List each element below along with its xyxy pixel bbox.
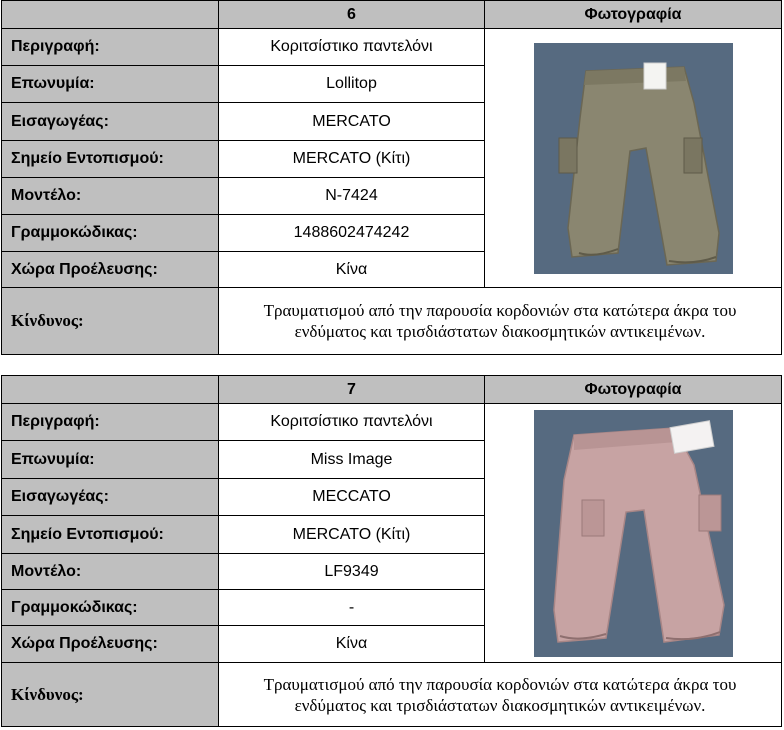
- risk-label: Κίνδυνος:: [2, 288, 219, 355]
- photo-header: Φωτογραφία: [485, 1, 782, 29]
- importer-value: MECCATO: [219, 479, 485, 516]
- origin-label: Χώρα Προέλευσης:: [2, 626, 219, 663]
- location-value: MERCATO (Κίτι): [219, 141, 485, 178]
- brand-label: Επωνυμία:: [2, 441, 219, 479]
- barcode-value: 1488602474242: [219, 215, 485, 252]
- importer-label: Εισαγωγέας:: [2, 103, 219, 141]
- barcode-value: -: [219, 590, 485, 626]
- model-value: LF9349: [219, 554, 485, 590]
- description-label: Περιγραφή:: [2, 404, 219, 441]
- photo-cell: [485, 404, 782, 663]
- model-label: Μοντέλο:: [2, 554, 219, 590]
- origin-label: Χώρα Προέλευσης:: [2, 252, 219, 288]
- photo-cell: [485, 29, 782, 288]
- risk-value: Τραυματισμού από την παρουσία κορδονιών στα κατώτερα άκρα του ενδύματος και τρισδιάστατων διακοσμητικών αντικειμένων.: [219, 663, 782, 727]
- risk-value: Τραυματισμού από την παρουσία κορδονιών στα κατώτερα άκρα του ενδύματος και τρισδιάστατων διακοσμητικών αντικειμένων.: [219, 288, 782, 355]
- product-number: 7: [219, 376, 485, 404]
- location-label: Σημείο Εντοπισμού:: [2, 516, 219, 554]
- brand-label: Επωνυμία:: [2, 66, 219, 103]
- pink-cargo-pants-photo: [534, 410, 733, 657]
- model-value: N-7424: [219, 178, 485, 215]
- header-blank-cell: [2, 376, 219, 404]
- importer-value: MERCATO: [219, 103, 485, 141]
- product-number: 6: [219, 1, 485, 29]
- photo-header: Φωτογραφία: [485, 376, 782, 404]
- origin-value: Κίνα: [219, 252, 485, 288]
- header-blank-cell: [2, 1, 219, 29]
- importer-label: Εισαγωγέας:: [2, 479, 219, 516]
- risk-label: Κίνδυνος:: [2, 663, 219, 727]
- description-label: Περιγραφή:: [2, 29, 219, 66]
- brand-value: Miss Image: [219, 441, 485, 479]
- brand-value: Lollitop: [219, 66, 485, 103]
- location-value: MERCATO (Κίτι): [219, 516, 485, 554]
- product-table-7: [1, 375, 782, 727]
- origin-value: Κίνα: [219, 626, 485, 663]
- barcode-label: Γραμμοκώδικας:: [2, 590, 219, 626]
- barcode-label: Γραμμοκώδικας:: [2, 215, 219, 252]
- description-value: Κοριτσίστικο παντελόνι: [219, 404, 485, 441]
- model-label: Μοντέλο:: [2, 178, 219, 215]
- location-label: Σημείο Εντοπισμού:: [2, 141, 219, 178]
- product-table-6: [1, 0, 782, 355]
- description-value: Κοριτσίστικο παντελόνι: [219, 29, 485, 66]
- khaki-cargo-pants-photo: [534, 43, 733, 274]
